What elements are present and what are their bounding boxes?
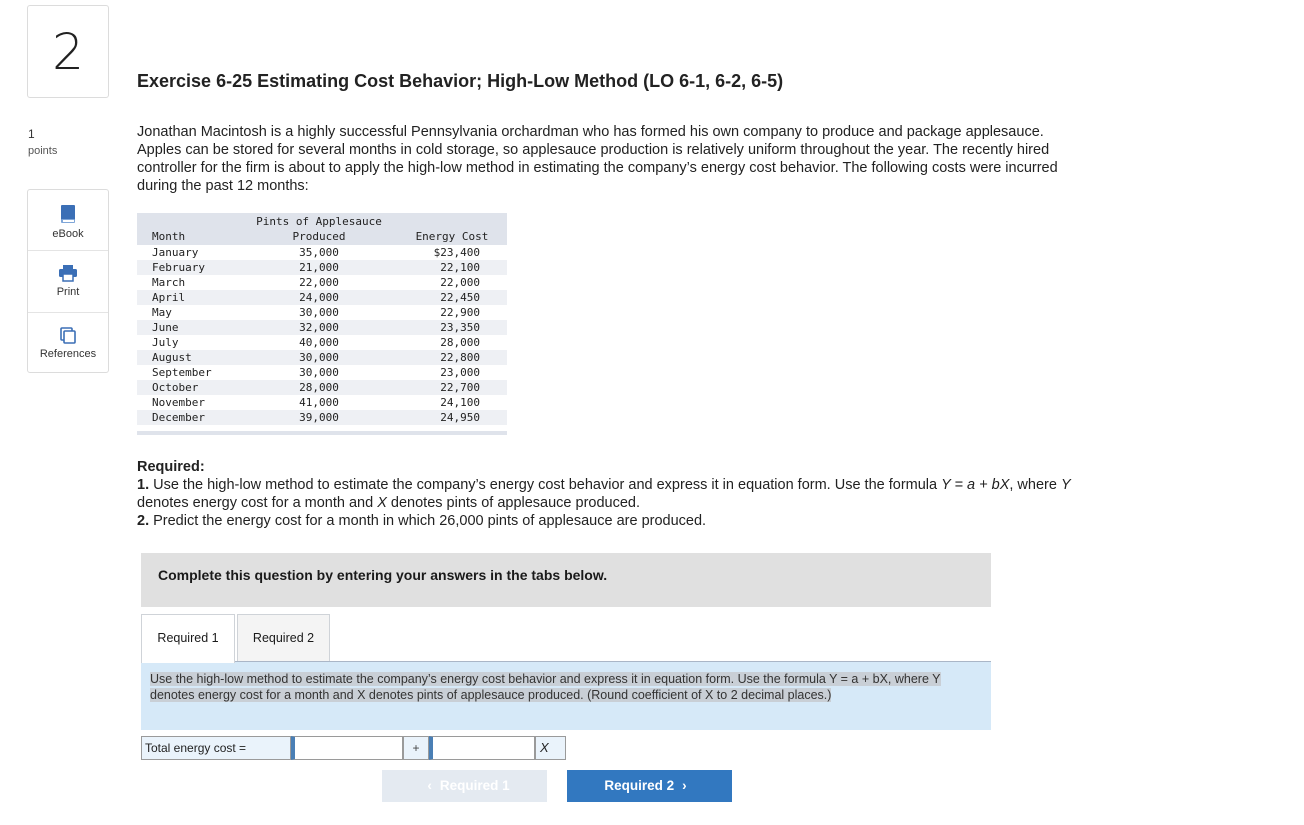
col-header-pints-line2: Produced — [292, 230, 346, 243]
cell-pints: 24,000 — [299, 291, 339, 304]
tools-panel — [27, 189, 109, 373]
table-row — [137, 350, 507, 365]
col-header-energy: Energy Cost — [415, 230, 489, 243]
cell-pints: 30,000 — [299, 306, 339, 319]
table-row — [137, 320, 507, 335]
instruction-panel — [141, 662, 991, 730]
points-label: points — [28, 145, 58, 157]
cell-pints: 30,000 — [299, 366, 339, 379]
ebook-label: eBook — [52, 228, 84, 240]
print-label: Print — [56, 286, 80, 298]
cell-month: September — [152, 366, 212, 379]
cell-pints: 32,000 — [299, 321, 339, 334]
table-row — [137, 260, 507, 275]
cell-pints: 40,000 — [299, 336, 339, 349]
cell-energy-cost: 23,350 — [440, 321, 480, 334]
plus-sign: + — [403, 736, 429, 760]
cell-energy-cost: 24,100 — [440, 396, 480, 409]
cell-energy-cost: 22,000 — [440, 276, 480, 289]
cell-pints: 30,000 — [299, 351, 339, 364]
cell-pints: 22,000 — [299, 276, 339, 289]
cell-energy-cost: 22,700 — [440, 381, 480, 394]
table-row — [137, 290, 507, 305]
required-item-1: 1. Use the high-low method to estimate the company’s energy cost behavior and express it in equation form. Use the formula Y = a + bX, where Y denotes energy cost for a month and X denotes pints of applesauce produced. — [137, 477, 1071, 511]
table-row — [137, 410, 507, 425]
tab-required-2[interactable]: Required 2 — [237, 614, 330, 662]
table-row — [137, 335, 507, 350]
ebook-button[interactable] — [28, 204, 108, 240]
cell-energy-cost: 22,900 — [440, 306, 480, 319]
book-icon — [59, 204, 77, 224]
references-label: References — [39, 348, 97, 360]
x-variable-label: X — [535, 736, 566, 760]
table-row — [137, 365, 507, 380]
cell-energy-cost: 22,800 — [440, 351, 480, 364]
next-required-button[interactable] — [567, 770, 732, 802]
coefficient-input[interactable] — [429, 736, 535, 760]
cell-month: June — [152, 321, 179, 334]
cell-month: May — [152, 306, 172, 319]
exercise-title: Exercise 6-25 Estimating Cost Behavior; High-Low Method (LO 6-1, 6-2, 6-5) — [137, 71, 784, 91]
cell-energy-cost: 22,100 — [440, 261, 480, 274]
cell-month: April — [152, 291, 186, 304]
next-button-label: Required 2 — [604, 778, 675, 793]
printer-icon — [58, 264, 78, 282]
cell-month: February — [152, 261, 205, 274]
references-button[interactable] — [28, 326, 108, 360]
exercise-intro: Jonathan Macintosh is a highly successful Pennsylvania orchardman who has formed his own company to produce and package applesauce. Apples can be stored for several months in cold storage, so applesauce production is relatively uniform throughout the year. The recently hired controller for the firm is about to apply the high-low method in estimating the company’s energy cost behavior. The following costs were incurred during the past 12 months: — [137, 124, 1058, 194]
instruction-text: Use the high-low method to estimate the company’s energy cost behavior and express it in equation form. Use the formula Y = a + bX, where Y denotes energy cost for a month and X denotes pints of applesauce produced. (Round coefficient of X to 2 decimal places.) — [150, 672, 941, 702]
question-number: 2 — [27, 5, 109, 98]
print-button[interactable] — [28, 264, 108, 298]
cell-month: November — [152, 396, 205, 409]
table-row — [137, 275, 507, 290]
points-value: 1 — [28, 127, 35, 141]
cell-pints: 39,000 — [299, 411, 339, 424]
complete-prompt: Complete this question by entering your answers in the tabs below. — [141, 553, 991, 607]
chevron-left-icon: ‹ — [427, 778, 432, 793]
table-row — [137, 395, 507, 410]
table-row — [137, 305, 507, 320]
intercept-input[interactable] — [291, 736, 403, 760]
cell-pints: 41,000 — [299, 396, 339, 409]
cell-pints: 21,000 — [299, 261, 339, 274]
col-header-pints-line1: Pints of Applesauce — [256, 215, 382, 228]
prev-required-button[interactable] — [382, 770, 547, 802]
tool-divider — [28, 250, 108, 251]
cell-month: August — [152, 351, 192, 364]
table-footer-band — [137, 431, 507, 435]
cell-month: October — [152, 381, 199, 394]
cell-month: December — [152, 411, 205, 424]
prev-button-label: Required 1 — [439, 778, 510, 793]
tool-divider — [28, 312, 108, 313]
references-icon — [59, 326, 77, 344]
cell-month: January — [152, 246, 199, 259]
cell-energy-cost: 23,000 — [440, 366, 480, 379]
chevron-right-icon: › — [682, 778, 687, 793]
cell-energy-cost: 28,000 — [440, 336, 480, 349]
table-row — [137, 245, 507, 260]
required-heading: Required: — [137, 459, 205, 475]
tab-required-1[interactable]: Required 1 — [141, 614, 235, 663]
cell-energy-cost: 22,450 — [440, 291, 480, 304]
cell-energy-cost: $23,400 — [433, 246, 480, 259]
required-section — [137, 458, 1077, 530]
cell-pints: 35,000 — [299, 246, 339, 259]
cell-energy-cost: 24,950 — [440, 411, 480, 424]
required-item-2: 2. Predict the energy cost for a month in which 26,000 pints of applesauce are produced. — [137, 513, 707, 529]
cell-month: March — [152, 276, 186, 289]
total-energy-cost-label: Total energy cost = — [141, 736, 291, 760]
table-row — [137, 380, 507, 395]
cost-data-table — [137, 213, 507, 435]
cell-month: July — [152, 336, 179, 349]
col-header-month: Month — [152, 230, 186, 243]
cell-pints: 28,000 — [299, 381, 339, 394]
